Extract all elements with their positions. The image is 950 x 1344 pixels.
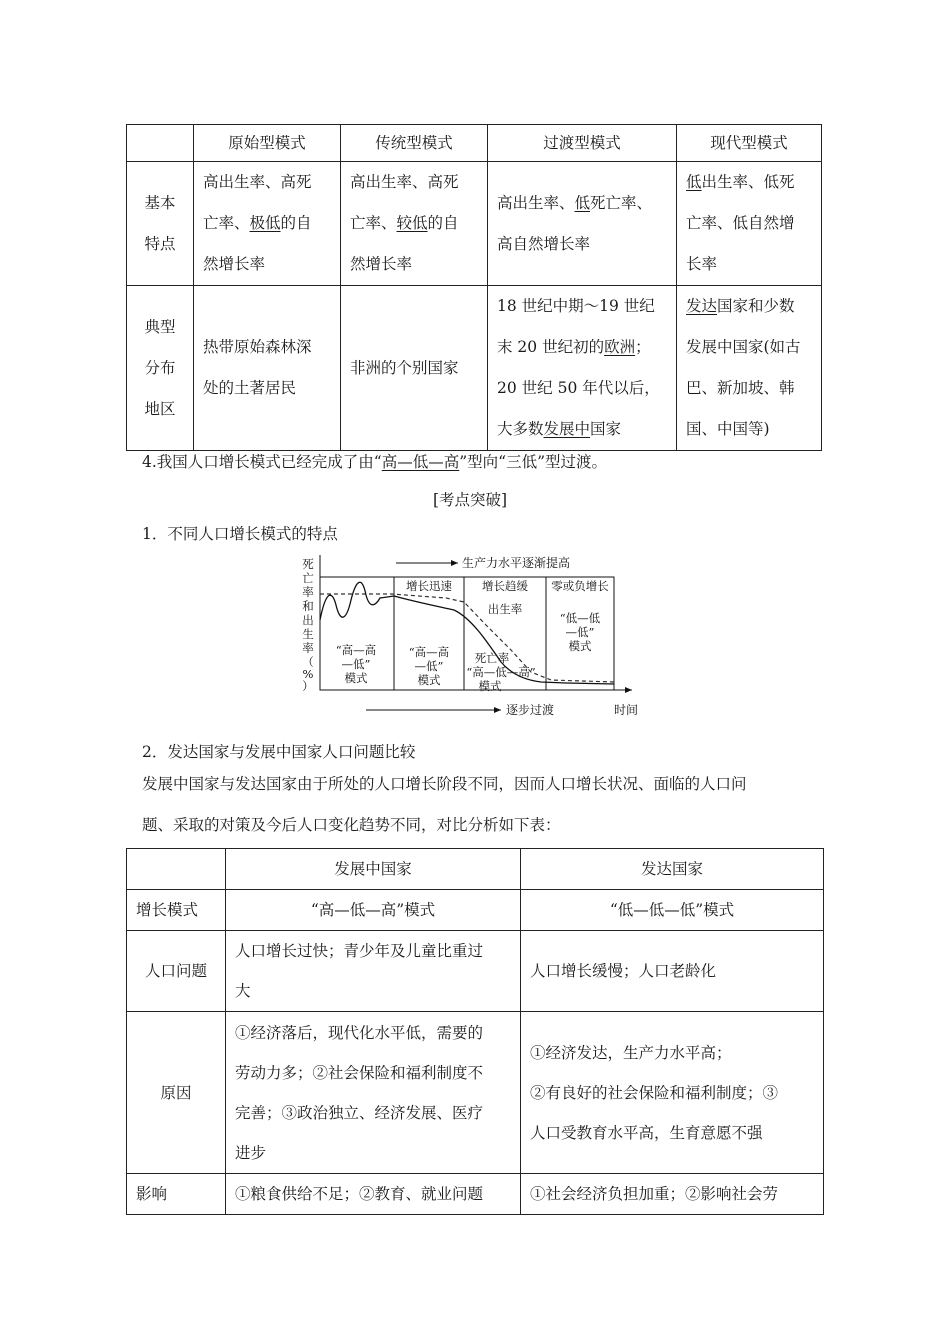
cell-text: 亡率、低自然增 bbox=[686, 214, 795, 232]
cell-text: 20 世纪 50 年代以后， bbox=[497, 379, 660, 397]
cell-text: 完善；③政治独立、经济发展、医疗 bbox=[235, 1103, 484, 1122]
cell-text: 死亡率、 bbox=[590, 193, 653, 212]
underlined-term: 发达 bbox=[686, 297, 718, 315]
cell-text: 的自 bbox=[280, 214, 312, 232]
row-label: 影响 bbox=[127, 1174, 226, 1215]
row-label: 增长模式 bbox=[127, 890, 226, 931]
cell-text: 18 世纪中期～19 世纪 bbox=[497, 297, 655, 315]
row-label-basic-features bbox=[127, 162, 194, 286]
table-header-row bbox=[127, 125, 822, 162]
cell-text: 高出生率、高死 bbox=[203, 173, 312, 191]
statement-text: ”型向“三低”型过渡。 bbox=[459, 453, 608, 471]
cell-text: 人口受教育水平高，生育意愿不强 bbox=[530, 1123, 763, 1142]
cell-text: 亡率、 bbox=[203, 214, 250, 232]
underlined-term: 低 bbox=[574, 193, 591, 212]
cell-developing: ①粮食供给不足；②教育、就业问题 bbox=[226, 1174, 521, 1215]
cell-text: 处的土著居民 bbox=[203, 379, 297, 397]
cell-primitive-regions bbox=[194, 286, 341, 451]
y-label-char: 生 bbox=[302, 627, 314, 641]
cell-text: 国家 bbox=[590, 420, 622, 438]
header-primitive: 原始型模式 bbox=[194, 125, 341, 162]
cell-text: 然增长率 bbox=[203, 255, 266, 273]
underlined-term: 发展中 bbox=[543, 420, 591, 438]
table-row bbox=[127, 931, 824, 1012]
phase-title: 增长迅速 bbox=[406, 579, 452, 593]
population-mode-table bbox=[126, 124, 822, 451]
mode-label: —低” bbox=[565, 625, 595, 639]
top-arrow-label: 生产力水平逐渐提高 bbox=[462, 556, 571, 570]
cell-developing bbox=[226, 1012, 521, 1174]
cell-text: 国家和少数 bbox=[717, 297, 795, 315]
cell-transitional-features bbox=[488, 162, 677, 286]
cell-text: 国、中国等) bbox=[686, 420, 770, 438]
table-row bbox=[127, 286, 822, 451]
y-label-char: 率 bbox=[302, 585, 314, 599]
statement-line-4 bbox=[142, 450, 607, 472]
header-traditional: 传统型模式 bbox=[341, 125, 488, 162]
y-label-char: 和 bbox=[302, 599, 314, 613]
table-row bbox=[127, 890, 824, 931]
cell-text: 进步 bbox=[235, 1143, 267, 1162]
header-developed: 发达国家 bbox=[521, 849, 824, 890]
population-mode-diagram bbox=[296, 550, 646, 720]
x-axis-label: 时间 bbox=[614, 703, 639, 717]
header-modern: 现代型模式 bbox=[677, 125, 822, 162]
cell-text: 劳动力多；②社会保险和福利制度不 bbox=[235, 1063, 484, 1082]
mode-label: —低” bbox=[414, 659, 444, 673]
y-label-char: % bbox=[302, 667, 314, 681]
cell-text: ； bbox=[635, 338, 651, 356]
paragraph-line: 发展中国家与发达国家由于所处的人口增长阶段不同，因而人口增长状况、面临的人口问 bbox=[142, 775, 747, 793]
underlined-term: 高—低—高 bbox=[381, 453, 460, 471]
underlined-term: 低 bbox=[686, 173, 702, 191]
underlined-term: 较低 bbox=[396, 214, 428, 232]
row-label: 原因 bbox=[127, 1012, 226, 1174]
y-label-char: 死 bbox=[302, 557, 314, 571]
y-label-char: 出 bbox=[302, 613, 314, 627]
empty-header-cell bbox=[127, 125, 194, 162]
cell-text: 高出生率、高死 bbox=[350, 173, 459, 191]
y-label-char: 亡 bbox=[302, 571, 314, 585]
y-label-char: （ bbox=[302, 655, 314, 669]
cell-developed: 人口增长缓慢；人口老龄化 bbox=[521, 931, 824, 1012]
row-label-line: 基本 bbox=[144, 193, 176, 212]
cell-developing: “高—低—高”模式 bbox=[226, 890, 521, 931]
cell-transitional-regions bbox=[488, 286, 677, 451]
cell-text: ②有良好的社会保险和福利制度；③ bbox=[530, 1083, 779, 1102]
table-header-row bbox=[127, 849, 824, 890]
intro-paragraph bbox=[142, 764, 822, 846]
row-label-line: 典型 bbox=[144, 317, 176, 336]
header-transitional: 过渡型模式 bbox=[488, 125, 677, 162]
cell-text: 出生率、低死 bbox=[701, 173, 795, 191]
cell-text: ①经济发达，生产力水平高； bbox=[530, 1043, 732, 1062]
mode-label: —低” bbox=[341, 657, 371, 671]
cell-text: 然增长率 bbox=[350, 255, 413, 273]
cell-text: 亡率、 bbox=[350, 214, 397, 232]
cell-text: 热带原始森林深 bbox=[203, 338, 312, 356]
y-label-char: ） bbox=[302, 679, 314, 693]
cell-text: 巴、新加坡、韩 bbox=[686, 379, 795, 397]
y-axis-label bbox=[302, 557, 314, 693]
cell-text: ①经济落后，现代化水平低，需要的 bbox=[235, 1023, 484, 1042]
mode-label: 模式 bbox=[478, 679, 502, 693]
mode-label: “高—低—高” bbox=[466, 665, 536, 679]
row-label: 人口问题 bbox=[127, 931, 226, 1012]
cell-developed bbox=[521, 1012, 824, 1174]
mode-label: “低—低 bbox=[559, 611, 601, 625]
mode-label: “高—高 bbox=[335, 643, 377, 657]
cell-text: 的自 bbox=[427, 214, 459, 232]
item-1-title: 1．不同人口增长模式的特点 bbox=[142, 525, 338, 543]
statement-text: 4.我国人口增长模式已经完成了由“ bbox=[142, 453, 382, 471]
mode-label: “高—高 bbox=[408, 645, 450, 659]
table-row bbox=[127, 1012, 824, 1174]
cell-text: 高出生率、 bbox=[497, 193, 575, 212]
section-title: [考点突破] bbox=[433, 491, 508, 509]
y-label-char: 率 bbox=[302, 641, 314, 655]
cell-modern-features bbox=[677, 162, 822, 286]
cell-traditional-features bbox=[341, 162, 488, 286]
item-2-title: 2．发达国家与发展中国家人口问题比较 bbox=[142, 743, 416, 761]
cell-text: 末 20 世纪初的 bbox=[497, 338, 605, 356]
cell-text: 高自然增长率 bbox=[497, 234, 591, 253]
header-developing: 发展中国家 bbox=[226, 849, 521, 890]
phase-title: 零或负增长 bbox=[551, 579, 609, 593]
empty-header-cell bbox=[127, 849, 226, 890]
row-label-typical-regions bbox=[127, 286, 194, 451]
row-label-line: 特点 bbox=[144, 234, 176, 253]
mode-label: 模式 bbox=[417, 673, 441, 687]
underlined-term: 欧洲 bbox=[604, 338, 636, 356]
mode-label: 模式 bbox=[568, 639, 592, 653]
paragraph-line: 题、采取的对策及今后人口变化趋势不同，对比分析如下表： bbox=[142, 816, 561, 834]
mode-label: 模式 bbox=[344, 671, 368, 685]
cell-text: 大多数 bbox=[497, 420, 544, 438]
cell-primitive-features bbox=[194, 162, 341, 286]
bottom-arrow-label: 逐步过渡 bbox=[506, 703, 555, 717]
cell-modern-regions bbox=[677, 286, 822, 451]
table-row bbox=[127, 1174, 824, 1215]
table-row bbox=[127, 162, 822, 286]
row-label-line: 地区 bbox=[144, 399, 176, 418]
birth-rate-label: 出生率 bbox=[487, 602, 523, 616]
comparison-table bbox=[126, 848, 824, 1215]
cell-text: 人口增长过快；青少年及儿童比重过 bbox=[235, 942, 484, 960]
death-rate-label: 死亡率 bbox=[474, 651, 510, 665]
cell-text: 发展中国家(如古 bbox=[686, 338, 801, 356]
cell-text: 大 bbox=[235, 982, 251, 1000]
cell-developing bbox=[226, 931, 521, 1012]
cell-developed: ①社会经济负担加重；②影响社会劳 bbox=[521, 1174, 824, 1215]
cell-text: 长率 bbox=[686, 255, 718, 273]
cell-traditional-regions: 非洲的个别国家 bbox=[341, 286, 488, 451]
underlined-term: 极低 bbox=[249, 214, 281, 232]
row-label-line: 分布 bbox=[144, 358, 176, 377]
phase-title: 增长趋缓 bbox=[482, 579, 528, 593]
cell-developed: “低—低—低”模式 bbox=[521, 890, 824, 931]
